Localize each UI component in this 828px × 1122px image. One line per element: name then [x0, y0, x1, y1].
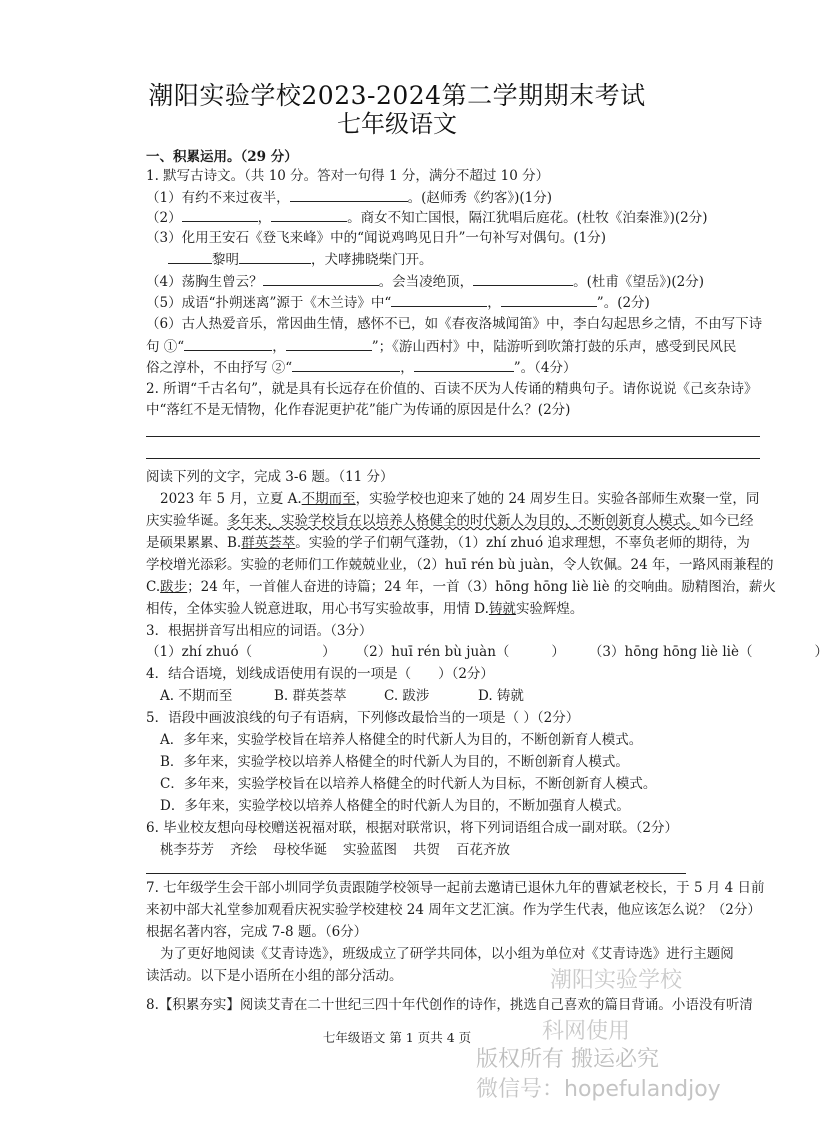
- q1-6-comma: ，: [272, 339, 286, 355]
- q1-5-text: （5）成语“扑朔迷离”源于《木兰诗》中“: [146, 295, 392, 311]
- watermark-text: 潮阳实验学校: [550, 968, 683, 993]
- answer-blank[interactable]: [290, 189, 408, 202]
- q1-6-prefix2: 俗之淳朴，不由抒写 ②“: [146, 360, 293, 376]
- answer-blank[interactable]: [501, 294, 597, 307]
- reading-p2: [146, 513, 754, 530]
- answer-blank[interactable]: [414, 359, 514, 372]
- reading-intro: 阅读下列的文字，完成 3-6 题。（11 分）: [146, 469, 394, 485]
- q1-2-text: （2）: [146, 210, 182, 226]
- q3-b-label: （2）huī rén bù juàn（: [355, 644, 510, 660]
- q7-line-2: 来初中部大礼堂参加观看庆祝实验学校建校 24 周年文艺汇演。作为学生代表，他应该怎么说？（2分）: [146, 902, 761, 918]
- q7-line-3: 根据名著内容，完成 7-8 题。（6分）: [146, 924, 368, 940]
- q1-line-6: （6）古人热爱音乐，常因曲生情，感怀不已，如《春夜洛城闻笛》中，李白勾起思乡之情，不由写下诗: [146, 316, 763, 332]
- watermark-text: 微信号：hopefulandjoy: [476, 1077, 721, 1102]
- reading-text: ，实验学校也迎来了她的 24 周岁生日。实验各部师生欢聚一堂，同: [355, 491, 760, 507]
- answer-blank[interactable]: [292, 359, 400, 372]
- q1-line-5: [146, 294, 650, 312]
- couplet-word: 齐绘: [230, 842, 257, 858]
- q5-option-d[interactable]: D．多年来，实验学校以培养人格健全的时代新人为目的，不断加强育人模式。: [160, 798, 630, 814]
- answer-blank[interactable]: [271, 209, 347, 222]
- q1-6-prefix: 句 ①“: [146, 339, 185, 355]
- q1-line-3: （3）化用王安石《登飞来峰》中的“闻说鸡鸣见日升”一句补写对偶句。(1分): [146, 230, 607, 246]
- q1-3-word: 黎明: [212, 252, 239, 268]
- reading-p3: [146, 535, 750, 552]
- q2-line-1: 2. 所谓“千古名句”，就是具有长远存在价值的、百读不厌为人传诵的精典句子。请你说说《己亥杂诗》: [146, 381, 758, 397]
- section-heading: 一、积累运用。（29 分）: [146, 149, 298, 165]
- couplet-word: 百花齐放: [456, 842, 510, 858]
- q3-a-label: （1）zhí zhuó（: [146, 644, 253, 660]
- answer-blank[interactable]: [184, 338, 272, 351]
- reading-p4: 学校增光添彩。实验的老师们工作兢兢业业，（2）huī rén bù juàn，令人钦佩。24 年，一路风雨兼程的: [146, 557, 774, 573]
- answer-line[interactable]: [146, 458, 760, 459]
- answer-blank[interactable]: [286, 338, 372, 351]
- watermark-text: 科网使用: [542, 1019, 631, 1044]
- answer-blank[interactable]: [239, 251, 311, 264]
- answer-blank[interactable]: [473, 273, 573, 286]
- q1-1-text: （1）有约不来过夜半，: [146, 190, 290, 206]
- answer-blank[interactable]: [391, 294, 487, 307]
- q1-2-comma: ，: [257, 210, 272, 226]
- q1-line-6b: [146, 338, 736, 356]
- q4-option-c[interactable]: C. 跋涉: [384, 688, 430, 704]
- reading-text: 庆实验华诞。: [146, 513, 227, 529]
- exam-subtitle: 七年级语文: [337, 110, 457, 138]
- q7-line-1: 7. 七年级学生会干部小圳同学负责跟随学校领导一起前去邀请已退休九年的曹斌老校长，于 5 月 4 日前: [146, 880, 765, 896]
- q1-6-mid: ”；《游山西村》中，陆游听到吹箫打鼓的乐声，感受到民风民: [371, 339, 737, 355]
- watermark-text: 版权所有 搬运必究: [476, 1047, 659, 1072]
- q3-b-close: ）: [551, 644, 565, 660]
- q1-4-mid: 。会当凌绝顶，: [378, 274, 474, 290]
- reading-text: ；24 年，一首催人奋进的诗篇；24 年，一首（3）hōng hōng liè liè 的交响曲。励精图治，薪火: [187, 579, 776, 595]
- q3-stem: 3．根据拼音写出相应的词语。（3分）: [146, 623, 373, 639]
- q4-stem: 4．结合语境，划线成语使用有误的一项是（ ）（2分）: [146, 666, 494, 682]
- q1-5-comma: ，: [487, 295, 501, 311]
- couplet-word: 共贺: [413, 842, 440, 858]
- couplet-word: 实验蓝图: [343, 842, 397, 858]
- reading-text: C.: [146, 579, 161, 595]
- couplet-word: 桃李芬芳: [160, 842, 214, 858]
- answer-blank[interactable]: [182, 209, 258, 222]
- q1-line-2: [146, 209, 708, 227]
- q8-line-1: 8.【积累夯实】阅读艾青在二十世纪三四十年代创作的诗作，挑选自己喜欢的篇目背诵。小语没有听清: [146, 997, 753, 1013]
- q1-5-end: ”。(2分): [596, 295, 650, 311]
- q1-6-comma2: ，: [400, 360, 414, 376]
- q4-option-b[interactable]: B. 群英荟萃: [274, 688, 347, 704]
- q4-option-d[interactable]: D. 铸就: [478, 688, 524, 704]
- reading-text: 。实验的学子们朝气蓬勃，（1）zhí zhuó 追求理想，不辜负老师的期待，为: [295, 535, 750, 551]
- reading-text: 2023 年 5 月，立夏 A.: [160, 491, 302, 507]
- q1-1-source: 。(赵师秀《约客》)(1分): [407, 190, 552, 206]
- q3-answers: [146, 644, 828, 661]
- underlined-idiom-c: 跋步: [160, 579, 188, 595]
- answer-blank[interactable]: [168, 251, 212, 264]
- q3-c-label: （3）hōng hōng liè liè（: [588, 644, 753, 660]
- answer-line[interactable]: [146, 873, 686, 874]
- q7-line-4: 为了更好地阅读《艾青诗选》，班级成立了研学共同体，以小组为单位对《艾青诗选》进行主题阅: [160, 946, 734, 962]
- q3-a-close: ）: [322, 644, 336, 660]
- page-footer: 七年级语文 第 1 页共 4 页: [322, 1030, 472, 1045]
- reading-text: 实验辉煌。: [515, 601, 584, 617]
- q7-line-5: 读活动。以下是小语所在小组的部分活动。: [146, 968, 403, 984]
- q1-line-6c: [146, 359, 576, 377]
- q1-4-source: 。(杜甫《望岳》)(2分): [573, 274, 704, 290]
- answer-line[interactable]: [146, 436, 760, 437]
- q1-3-rest: ，犬哮拂晓柴门开。: [311, 252, 433, 268]
- answer-blank[interactable]: [263, 273, 379, 286]
- q4-options: [160, 688, 552, 705]
- reading-p5: [146, 579, 776, 596]
- exam-title: 潮阳实验学校2023-2024第二学期期末考试: [148, 81, 646, 110]
- reading-text: 相传，全体实验人锐意进取，用心书写实验故事，用情 D.: [146, 601, 489, 617]
- q6-stem: 6. 毕业校友想向母校赠送祝福对联，根据对联常识，将下列词语组合成一副对联。（2分）: [146, 820, 679, 836]
- q6-words: [160, 842, 538, 859]
- q5-option-a[interactable]: A．多年来，实验学校旨在培养人格健全的时代新人为目的，不断创新育人模式。: [160, 732, 643, 748]
- reading-p1: [160, 491, 759, 508]
- reading-text: 是硕果累累、B.: [146, 535, 242, 551]
- q1-line-4: [146, 273, 704, 291]
- q3-c-close: ）: [814, 644, 828, 660]
- q1-stem: 1. 默写古诗文。（共 10 分。答对一句得 1 分，满分不超过 10 分）: [146, 168, 550, 184]
- q1-line-1: [146, 189, 552, 207]
- wavy-sentence: 多年来，实验学校旨在以培养人格健全的时代新人为目的，不断创新育人模式。: [227, 513, 700, 529]
- reading-text: 如今已经: [699, 513, 754, 529]
- underlined-idiom-d: 铸就: [488, 601, 516, 617]
- q1-line-3b: [146, 251, 433, 269]
- q1-4-text: （4）荡胸生曾云？: [146, 274, 263, 290]
- underlined-idiom-a: 不期而至: [301, 491, 356, 507]
- q4-option-a[interactable]: A. 不期而至: [160, 688, 233, 704]
- couplet-word: 母校华诞: [273, 842, 327, 858]
- q5-option-c[interactable]: C．多年来，实验学校旨在以培养人格健全的时代新人为目标，不断创新育人模式。: [160, 776, 657, 792]
- reading-p6: [146, 601, 583, 618]
- q5-option-b[interactable]: B．多年来，实验学校以培养人格健全的时代新人为目的，不断创新育人模式。: [160, 754, 629, 770]
- q2-line-2: 中“落红不是无情物，化作春泥更护花”能广为传诵的原因是什么？(2分): [146, 402, 571, 418]
- q1-6-end: ”。（4分）: [513, 360, 577, 376]
- underlined-idiom-b: 群英荟萃: [241, 535, 296, 551]
- q1-2-source: 。商女不知亡国恨，隔江犹唱后庭花。(杜牧《泊秦淮》)(2分): [347, 210, 708, 226]
- q5-stem: 5．语段中画波浪线的句子有语病，下列修改最恰当的一项是（ ）（2分）: [146, 710, 580, 726]
